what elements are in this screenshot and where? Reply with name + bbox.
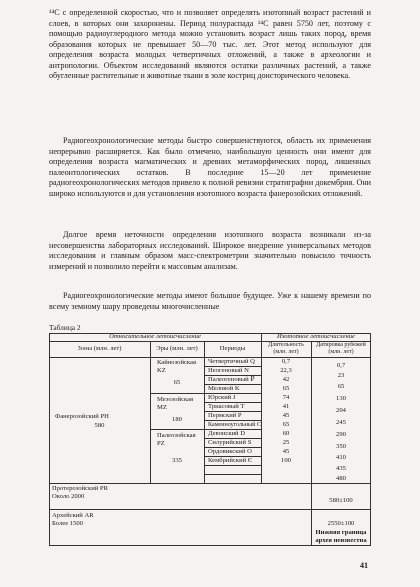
period-duration: 42 xyxy=(282,376,290,383)
period-duration: 60 xyxy=(282,430,290,437)
boundary-dating: 580±100 xyxy=(329,497,353,504)
period-name: Силурийский S xyxy=(208,439,252,446)
era-paleozoic: Палеозойская xyxy=(157,432,196,439)
period-duration: 25 xyxy=(282,439,290,446)
geochronology-table xyxy=(49,333,371,546)
period-name: Юрский J xyxy=(208,394,236,401)
boundary-dating: 2550±100 xyxy=(327,520,355,527)
zone-phanerozoic: Фанерозойский PH xyxy=(55,413,109,420)
era-cenozoic-symbol: KZ xyxy=(157,367,166,374)
paragraph: Радиогеохронологические методы быстро совершенствуются, область их применения непрерывно расширяется. Как было отмечено, наибольшую ценность они имеют для определения возраста магматических и древних метаморфических пород, лишенных палеонтологических остатков. В последние 15—20 лет применение радиогеохронологических методов привело к полной ревизии стратиграфии докембрия. Они широко используются и для установления изотопного возраста фанерозойских отложений. xyxy=(49,136,371,198)
table-rule xyxy=(204,465,261,466)
period-duration: 22,3 xyxy=(280,367,292,374)
table-caption: Таблица 2 xyxy=(49,323,81,332)
boundary-dating: 290 xyxy=(336,431,346,438)
paragraph: Радиогеохронологические методы имеют большое будущее. Уже к нашему времени по всему земному шару проведены многочисленные xyxy=(49,291,371,311)
boundary-dating: 0,7 xyxy=(336,362,346,369)
archean-boundary-note: Нижняя граница xyxy=(315,529,367,536)
era-mesozoic: Мезозойская xyxy=(157,396,194,403)
period-duration: 100 xyxy=(281,457,291,464)
table-rule xyxy=(204,474,261,475)
era-mesozoic-age: 180 xyxy=(172,416,182,423)
boundary-dating: 350 xyxy=(336,443,346,450)
period-name: Палеогеновый ₽ xyxy=(208,376,255,383)
archean-boundary-note: архея неизвестна xyxy=(315,537,367,544)
period-name: Триасовый T xyxy=(208,403,245,410)
period-duration: 45 xyxy=(282,448,290,455)
boundary-dating: 480 xyxy=(336,475,346,482)
period-name: Пермский P xyxy=(208,412,242,419)
table-rule xyxy=(49,483,371,484)
boundary-dating: 23 xyxy=(337,372,345,379)
zone-proterozoic: Протерозойский PR xyxy=(52,485,108,492)
period-duration: 45 xyxy=(282,412,290,419)
table-rule xyxy=(150,393,261,394)
period-name: Каменноугольный C xyxy=(208,422,261,428)
era-paleozoic-symbol: PZ xyxy=(157,440,165,447)
zone-proterozoic-age: Около 2000 xyxy=(52,493,85,500)
paragraph: ¹⁴C с определенной скоростью, что и позволяет определять изотопный возраст растений и слоев, в которых они захоронены. Период полураспада ¹⁴C равен 5750 лет, поэтому с помощью радиоуглеродного метода можно установить возраст лишь таких пород, время образования которых не превышает 50—70 тыс. лет. Этот метод используют для определения возраста молодых четвертичных отложений, а также в археологии и антропологии. Объектом исследований являются остатки различных растений, а также обугленные растительные и животные ткани в золе костриц доисторического человека. xyxy=(49,8,371,80)
period-name: Кембрийский Є xyxy=(208,457,253,464)
header-boundaries: Датировка рубежей (млн. лет) xyxy=(316,342,366,355)
zone-archean-age: Более 1500 xyxy=(52,520,83,527)
header-periods: Периоды xyxy=(219,345,246,352)
period-name: Ордовикский O xyxy=(208,448,252,455)
era-mesozoic-symbol: MZ xyxy=(157,404,167,411)
table-rule xyxy=(49,509,371,510)
period-duration: 65 xyxy=(282,421,290,428)
period-duration: 74 xyxy=(282,394,290,401)
zone-archean: Архейский AR xyxy=(52,512,94,519)
boundary-dating: 410 xyxy=(336,454,346,461)
header-isotope-chronology: Изотопное летоисчисление xyxy=(277,333,355,340)
period-name: Неогеновый N xyxy=(208,367,249,374)
header-relative-chronology: Относительное летоисчисление xyxy=(109,333,201,340)
boundary-dating: 435 xyxy=(336,465,346,472)
period-name: Девонский D xyxy=(208,430,245,437)
boundary-dating: 130 xyxy=(336,395,346,402)
period-name: Меловой K xyxy=(208,385,240,392)
header-duration: Длительность (млн. лет) xyxy=(268,342,304,355)
period-duration: 65 xyxy=(282,385,290,392)
period-name: Четвертичный Q xyxy=(208,358,255,365)
boundary-dating: 245 xyxy=(336,419,346,426)
page-number: 41 xyxy=(360,561,368,570)
header-eras: Эры (млн. лет) xyxy=(156,345,198,352)
era-cenozoic-age: 65 xyxy=(173,379,181,386)
era-cenozoic: Кайнозойская xyxy=(157,359,196,366)
paragraph: Долгое время неточности определения изотопного возраста возникали из-за несовершенства лабораторных исследований. Широкое внедрение универсальных методов исследования и главным образом масс-спектрометрии значительно повысило точность измерений и позволило перейти к массовым анализам. xyxy=(49,230,371,271)
period-duration: 0,7 xyxy=(281,358,291,365)
table-rule xyxy=(49,545,371,546)
era-paleozoic-age: 335 xyxy=(172,457,182,464)
header-zones: Зоны (млн. лет) xyxy=(77,345,122,352)
table-rule xyxy=(204,341,205,483)
boundary-dating: 204 xyxy=(336,407,346,414)
table-rule xyxy=(49,333,50,545)
period-duration: 41 xyxy=(282,403,290,410)
zone-phanerozoic-age: 580 xyxy=(94,422,105,429)
boundary-dating: 65 xyxy=(337,383,345,390)
